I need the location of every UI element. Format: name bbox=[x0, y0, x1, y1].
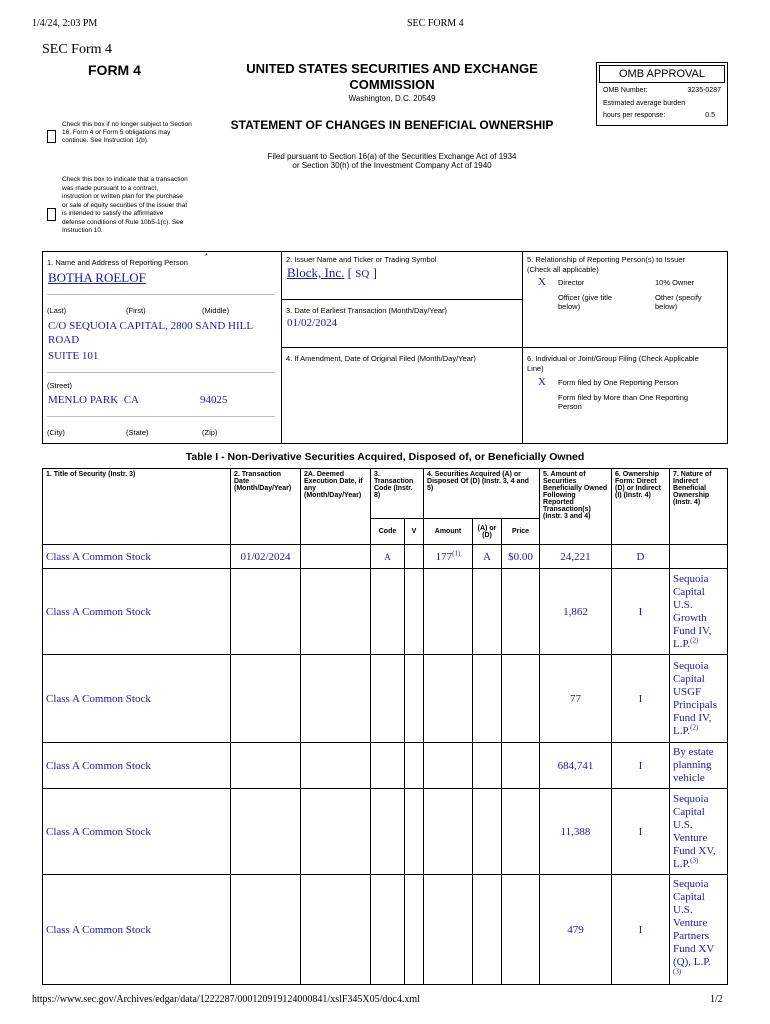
row-deemed-date bbox=[301, 569, 371, 655]
row-nature: Sequoia Capital U.S. Venture Partners Fund XV (Q), L.P. $^{(3)}$ bbox=[670, 875, 728, 985]
row-a-or-d bbox=[473, 875, 502, 985]
print-page-number: 1/2 bbox=[710, 994, 723, 1005]
statement-title: STATEMENT OF CHANGES IN BENEFICIAL OWNERSHIP bbox=[230, 118, 554, 132]
officer-label-line2: below) bbox=[558, 302, 581, 311]
address-line2: ROAD bbox=[48, 334, 80, 346]
row-price bbox=[502, 569, 540, 655]
row-amount-owned: 1,862 bbox=[540, 569, 612, 655]
row-transaction-date bbox=[231, 743, 301, 789]
section16-checkbox-label: Check this box if no longer subject to Section 16. Form 4 or Form 5 obligations may continue. See Instruction 1(b). bbox=[62, 121, 192, 144]
table-row bbox=[43, 545, 728, 569]
col-nature-of-ownership: 7. Nature of Indirect Beneficial Ownership (Instr. 4) bbox=[670, 469, 728, 545]
omb-number-value: 3235-0287 bbox=[687, 87, 721, 94]
row-transaction-date bbox=[231, 569, 301, 655]
row-v bbox=[405, 655, 424, 743]
row-amount-owned: 684,741 bbox=[540, 743, 612, 789]
city-state-value: MENLO PARK CA bbox=[48, 394, 139, 406]
city-label: (City) bbox=[47, 428, 65, 437]
row-code bbox=[371, 743, 405, 789]
row-v bbox=[405, 875, 424, 985]
middle-name-label: (Middle) bbox=[202, 306, 230, 315]
row-ownership-form: I bbox=[612, 655, 670, 743]
row-deemed-date bbox=[301, 743, 371, 789]
issuer-name-row bbox=[287, 265, 377, 281]
last-name-label: (Last) bbox=[47, 306, 67, 315]
section16-checkbox[interactable] bbox=[47, 130, 56, 143]
non-derivative-table bbox=[42, 468, 728, 985]
row-deemed-date bbox=[301, 789, 371, 875]
issuer-label: 2. Issuer Name and Ticker or Trading Symbol bbox=[286, 255, 437, 264]
row-v bbox=[405, 569, 424, 655]
row-transaction-date bbox=[231, 875, 301, 985]
zip-value: 94025 bbox=[200, 394, 228, 406]
reporting-person-label: 1. Name and Address of Reporting Person bbox=[47, 258, 188, 267]
row-transaction-date bbox=[231, 789, 301, 875]
row-nature: By estate planning vehicle bbox=[670, 743, 728, 789]
row-security-title: Class A Common Stock bbox=[43, 655, 231, 743]
row-price: $0.00 bbox=[502, 545, 540, 569]
col-title-of-security: 1. Title of Security (Instr. 3) bbox=[43, 469, 231, 545]
table-row bbox=[43, 743, 728, 789]
omb-approval-box bbox=[596, 62, 728, 126]
col-securities-acquired-disposed: 4. Securities Acquired (A) or Disposed Of (D) (Instr. 3, 4 and 5) bbox=[424, 469, 540, 519]
rule10b5-checkbox[interactable] bbox=[47, 208, 56, 221]
row-deemed-date bbox=[301, 655, 371, 743]
print-timestamp: 1/4/24, 2:03 PM bbox=[32, 18, 98, 29]
first-name-label: (First) bbox=[126, 306, 146, 315]
row-security-title: Class A Common Stock bbox=[43, 789, 231, 875]
row-amount-owned: 479 bbox=[540, 875, 612, 985]
print-page-title: SEC FORM 4 bbox=[407, 18, 464, 29]
row-v bbox=[405, 743, 424, 789]
row-amount: 177$^{(1)}$ bbox=[424, 545, 473, 569]
director-label: Director bbox=[558, 278, 585, 287]
row-ownership-form: I bbox=[612, 569, 670, 655]
issuer-name-link[interactable]: Block, Inc. bbox=[287, 265, 345, 280]
earliest-txn-label: 3. Date of Earliest Transaction (Month/Day/Year) bbox=[286, 306, 448, 315]
row-price bbox=[502, 743, 540, 789]
table-header-row bbox=[43, 469, 728, 519]
subcol-code: Code bbox=[371, 519, 405, 545]
director-check-mark: X bbox=[538, 276, 546, 288]
street-label: (Street) bbox=[47, 381, 73, 390]
subcol-v: V bbox=[405, 519, 424, 545]
row-transaction-date: 01/02/2024 bbox=[231, 545, 301, 569]
agency-line2: COMMISSION bbox=[349, 77, 435, 92]
table-row bbox=[43, 569, 728, 655]
other-label-line1: Other (specify bbox=[655, 293, 702, 302]
earliest-txn-value: 01/02/2024 bbox=[287, 317, 338, 329]
table1-title: Table I - Non-Derivative Securities Acquired, Disposed of, or Beneficially Owned bbox=[185, 451, 585, 463]
row-a-or-d bbox=[473, 743, 502, 789]
row-amount bbox=[424, 789, 473, 875]
row-price bbox=[502, 655, 540, 743]
col-ownership-form: 6. Ownership Form: Direct (D) or Indirect (I) (Instr. 4) bbox=[612, 469, 670, 545]
filed-pursuant-line2: or Section 30(h) of the Investment Company Act of 1940 bbox=[292, 161, 492, 170]
row-code bbox=[371, 789, 405, 875]
subcol-a-or-d: (A) or (D) bbox=[473, 519, 502, 545]
relationship-label-line1: 5. Relationship of Reporting Person(s) to Issuer bbox=[527, 255, 685, 264]
col-transaction-code: 3. Transaction Code (Instr. 8) bbox=[371, 469, 424, 519]
print-url: https://www.sec.gov/Archives/edgar/data/1222287/000120919124000841/xslF345X05/doc4.xml bbox=[32, 994, 420, 1005]
table-row bbox=[43, 875, 728, 985]
ten-pct-owner-label: 10% Owner bbox=[655, 278, 695, 287]
row-a-or-d bbox=[473, 789, 502, 875]
omb-burden-label: Estimated average burden bbox=[603, 100, 686, 107]
state-label: (State) bbox=[126, 428, 149, 437]
row-v bbox=[405, 789, 424, 875]
filing-label-line2: Line) bbox=[527, 364, 544, 373]
row-security-title: Class A Common Stock bbox=[43, 569, 231, 655]
row-ownership-form: I bbox=[612, 789, 670, 875]
filing-label-line1: 6. Individual or Joint/Group Filing (Check Applicable bbox=[527, 354, 699, 363]
row-a-or-d bbox=[473, 655, 502, 743]
omb-number-label: OMB Number: bbox=[603, 87, 648, 94]
ticker-symbol: SQ bbox=[355, 268, 370, 280]
subcol-amount: Amount bbox=[424, 519, 473, 545]
omb-hours-value: 0.5 bbox=[705, 112, 715, 119]
rule10b5-checkbox-label: Check this box to indicate that a transaction was made pursuant to a contract, instruction or written plan for the purchase or sale of equity securities of the issuer that is intended to satisfy the affirmative defense conditions of Rule 10b5-1(c). See Instruction 10. bbox=[62, 176, 188, 234]
row-transaction-date bbox=[231, 655, 301, 743]
one-person-check-mark: X bbox=[538, 376, 546, 388]
relationship-label-line2: (Check all applicable) bbox=[527, 265, 599, 274]
row-ownership-form: D bbox=[612, 545, 670, 569]
officer-label-line1: Officer (give title bbox=[558, 293, 613, 302]
col-deemed-execution-date: 2A. Deemed Execution Date, if any (Month/Day/Year) bbox=[301, 469, 371, 545]
row-code bbox=[371, 875, 405, 985]
table-row bbox=[43, 655, 728, 743]
subcol-price: Price bbox=[502, 519, 540, 545]
omb-title: OMB APPROVAL bbox=[599, 65, 725, 83]
row-amount bbox=[424, 875, 473, 985]
row-amount bbox=[424, 743, 473, 789]
row-v bbox=[405, 545, 424, 569]
row-ownership-form: I bbox=[612, 743, 670, 789]
row-price bbox=[502, 875, 540, 985]
row-security-title: Class A Common Stock bbox=[43, 545, 231, 569]
agency-line1: UNITED STATES SECURITIES AND EXCHANGE bbox=[246, 61, 538, 76]
address-line1: C/O SEQUOIA CAPITAL, 2800 SAND HILL bbox=[48, 320, 254, 332]
form-title: FORM 4 bbox=[88, 62, 141, 78]
other-label-line2: below) bbox=[655, 302, 678, 311]
row-amount-owned: 77 bbox=[540, 655, 612, 743]
reporting-person-name-link[interactable]: BOTHA ROELOF bbox=[48, 270, 146, 285]
col-amount-owned: 5. Amount of Securities Beneficially Owned Following Reported Transaction(s) (Instr. 3 and 4) bbox=[540, 469, 612, 545]
row-a-or-d: A bbox=[473, 545, 502, 569]
sec-form-label: SEC Form 4 bbox=[42, 42, 113, 57]
row-nature: Sequoia Capital USGF Principals Fund IV, L.P.$^{(2)}$ bbox=[670, 655, 728, 743]
row-a-or-d bbox=[473, 569, 502, 655]
row-price bbox=[502, 789, 540, 875]
amendment-label: 4. If Amendment, Date of Original Filed (Month/Day/Year) bbox=[286, 354, 476, 363]
row-deemed-date bbox=[301, 875, 371, 985]
row-nature bbox=[670, 545, 728, 569]
row-deemed-date bbox=[301, 545, 371, 569]
table-row bbox=[43, 789, 728, 875]
row-security-title: Class A Common Stock bbox=[43, 743, 231, 789]
omb-hours-label: hours per response: bbox=[603, 112, 666, 119]
row-amount bbox=[424, 655, 473, 743]
ticker-bracket-close: ] bbox=[372, 265, 377, 280]
col-transaction-date: 2. Transaction Date (Month/Day/Year) bbox=[231, 469, 301, 545]
reporting-person-asterisk: * bbox=[205, 253, 208, 260]
more-person-label-line2: Person bbox=[558, 402, 582, 411]
filed-pursuant-line1: Filed pursuant to Section 16(a) of the Securities Exchange Act of 1934 bbox=[267, 152, 517, 161]
address-line3: SUITE 101 bbox=[48, 350, 99, 362]
zip-label: (Zip) bbox=[202, 428, 218, 437]
row-security-title: Class A Common Stock bbox=[43, 875, 231, 985]
one-person-label: Form filed by One Reporting Person bbox=[558, 378, 679, 387]
row-ownership-form: I bbox=[612, 875, 670, 985]
row-amount-owned: 11,388 bbox=[540, 789, 612, 875]
row-code: A bbox=[371, 545, 405, 569]
more-person-label-line1: Form filed by More than One Reporting bbox=[558, 393, 689, 402]
row-code bbox=[371, 569, 405, 655]
agency-location: Washington, D.C. 20549 bbox=[348, 94, 436, 103]
ticker-bracket-open: [ bbox=[347, 265, 352, 280]
row-amount bbox=[424, 569, 473, 655]
row-nature: Sequoia Capital U.S. Growth Fund IV, L.P.$^{(2)}$ bbox=[670, 569, 728, 655]
row-nature: Sequoia Capital U.S. Venture Fund XV, L.P.$^{(3)}$ bbox=[670, 789, 728, 875]
row-amount-owned: 24,221 bbox=[540, 545, 612, 569]
row-code bbox=[371, 655, 405, 743]
